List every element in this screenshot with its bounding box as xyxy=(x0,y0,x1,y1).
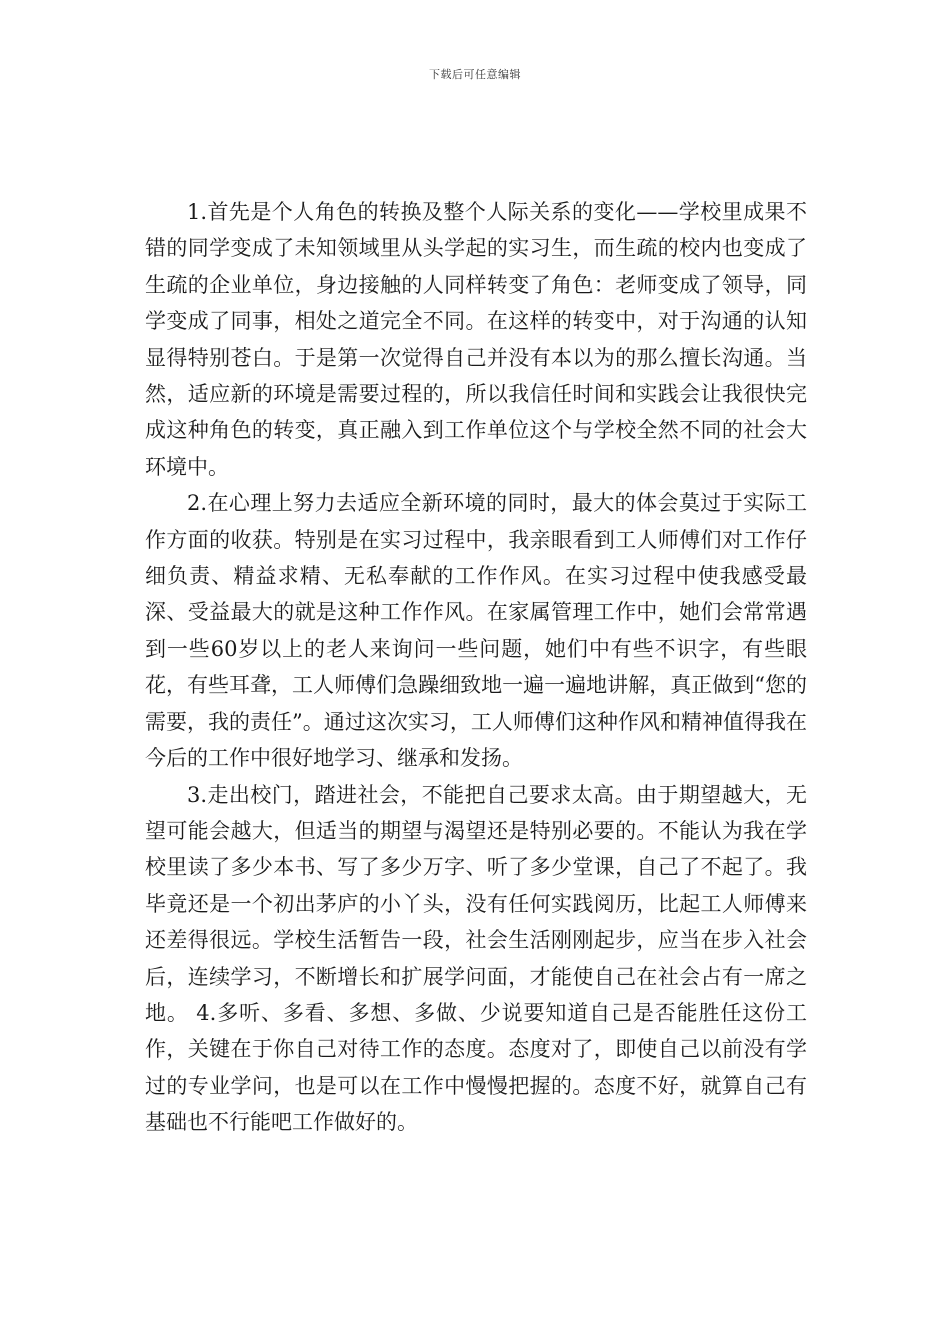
document-body xyxy=(145,194,807,1141)
paragraph-2: 2.在心理上努力去适应全新环境的同时，最大的体会莫过于实际工作方面的收获。特别是在实习过程中，我亲眼看到工人师傅们对工作仔细负责、精益求精、无私奉献的工作作风。在实习过程中使我感受最深、受益最大的就是这种工作作风。在家属管理工作中，她们会常常遇到一些60岁以上的老人来询问一些问题，她们中有些不识字，有些眼花，有些耳聋，工人师傅们急躁细致地一遍一遍地讲解，真正做到“您的需要，我的责任”。通过这次实习，工人师傅们这种作风和精神值得我在今后的工作中很好地学习、继承和发扬。 xyxy=(145,491,807,771)
paragraph-3: 3.走出校门，踏进社会，不能把自己要求太高。由于期望越大，无望可能会越大，但适当的期望与渴望还是特别必要的。不能认为我在学校里读了多少本书、写了多少万字、听了多少堂课，自己了不起了。我毕竟还是一个初出茅庐的小丫头，没有任何实践阅历，比起工人师傅来还差得很远。学校生活暂告一段，社会生活刚刚起步，应当在步入社会后，连续学习，不断增长和扩展学问面，才能使自己在社会占有一席之地。 4.多听、多看、多想、多做、少说要知道自己是否能胜任这份工作，关键在于你自己对待工作的态度。态度对了，即使自己以前没有学过的专业学问，也是可以在工作中慢慢把握的。态度不好，就算自己有基础也不行能吧工作做好的。 xyxy=(145,782,807,1135)
paragraph-1: 1.首先是个人角色的转换及整个人际关系的变化——学校里成果不错的同学变成了未知领域里从头学起的实习生，而生疏的校内也变成了生疏的企业单位，身边接触的人同样转变了角色：老师变成了领导，同学变成了同事，相处之道完全不同。在这样的转变中，对于沟通的认知显得特别苍白。于是第一次觉得自己并没有本以为的那么擅长沟通。当然，适应新的环境是需要过程的，所以我信任时间和实践会让我很快完成这种角色的转变，真正融入到工作单位这个与学校全然不同的社会大环境中。 xyxy=(145,200,807,479)
page-header-note: 下载后可任意编辑 xyxy=(429,68,521,81)
